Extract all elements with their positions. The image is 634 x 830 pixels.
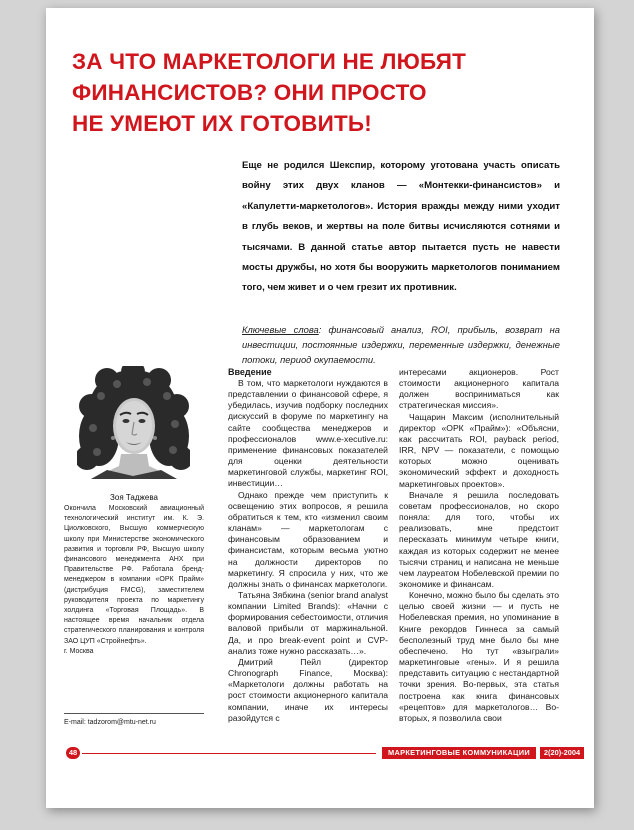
title-line: НЕ УМЕЮТ ИХ ГОТОВИТЬ! <box>72 111 372 136</box>
divider <box>64 713 204 714</box>
footer-rule <box>82 753 376 754</box>
paragraph: Конечно, можно было бы сделать это целью своей жизни — и пусть не Нобелевская премия, но упоминание в Книге рекордов Гиннеса за самый бесполезный труд мне было бы мне обеспечено. Но тут «взыграли» маркетинговые «гены». И я решила представить ситуацию с нестандартной точки зрения. Во-первых, эта статья построена как книга финансовых «рецептов» для маркетологов… Во-вторых, я позволила свои <box>399 590 559 723</box>
section-heading: Введение <box>228 367 272 377</box>
author-city: г. Москва <box>64 647 94 655</box>
paragraph: интересами акционеров. Рост стоимости акционерного капитала должен восприниматься как стратегическая миссия». <box>399 367 559 411</box>
paragraph: В том, что маркетологи нуждаются в представлении о финансовой сфере, я убедилась, изучив подборку последних дискуссий в форуме по маркетингу на сайте сообщества менеджеров и профессионалов www.e-xecutive.ru: применение финансовых показателей для оценки деятельности маркетинговой службы, маркетинг ROI, инвестиции… <box>228 378 388 489</box>
text-column-2 <box>399 367 559 739</box>
title-line: ФИНАНСИСТОВ? ОНИ ПРОСТО <box>72 80 427 105</box>
paragraph: Татьяна Зябкина (senior brand analyst компании Limited Brands): «Начни с формирования себестоимости, отличия валовой прибыли от маржинальной. Да, и про break-event point и CVP-анализ тоже нужно рассказать…». <box>228 589 388 656</box>
paragraph: Дмитрий Пейл (директор Chronograph Finance, Москва): «Маркетологи должны работать на рост стоимости акционерного капитала компании, иначе их интересы разойдутся с <box>228 656 388 723</box>
keywords <box>242 322 560 367</box>
article-lead: Еще не родился Шекспир, которому уготована участь описать войну этих двух кланов — «Монтекки-финансистов» и «Капулетти-маркетологов». История вражды между ними уходит в глубь веков, и жертвы на поле битвы исчисляются сотнями и тысячами. В данной статье автор пытается пусть не навести мосты дружбы, но хотя бы вооружить маркетологов пониманием того, чем живет и о чем грезит их противник. <box>242 160 560 294</box>
author-photo <box>77 366 190 479</box>
author-name: Зоя Таджева <box>110 493 158 502</box>
paragraph: Чащарин Максим (исполнительный директор «ОРК «Прайм»): «Объясни, как рассчитать ROI, payback period, IRR, NPV — показатели, с помощью которых можно оценивать экономический эффект и доходность маркетинговых проектов». <box>399 411 559 489</box>
title-line: ЗА ЧТО МАРКЕТОЛОГИ НЕ ЛЮБЯТ <box>72 49 467 74</box>
author-bio <box>64 504 204 657</box>
page-footer <box>66 747 584 761</box>
issue-number: 2(20)-2004 <box>540 747 584 759</box>
author-bio-text: Окончила Московский авиационный технологический институт им. К. Э. Циолковского, Высшую коммерческую школу при Министерстве экономического развития и торговли РФ, Высшую школу финансового менеджмента АНХ при Правительстве РФ. Работала бренд-менеджером в компании «ОРК Прайм» (дистрибуция FMCG), заместителем руководителя проекта по маркетингу холдинга «Торговая Площадь». В настоящее время начальник отдела стратегического планирования и контроля ЗАО ЦУП «Стройнефть». <box>64 505 204 645</box>
author-email: E-mail: tadzorom@mtu-net.ru <box>64 719 156 726</box>
page-number: 48 <box>66 747 80 759</box>
keywords-label: Ключевые слова <box>242 324 319 335</box>
paragraph: Вначале я решила последовать советам профессионалов, но скоро поняла: для того, чтобы их реализовать, мне предстоит пересказать минимум четыре книги, каждая из которых содержит не менее тысячи страниц и написана не меньше чем лауреатом Нобелевской премии по экономике и финансам. <box>399 489 559 589</box>
article-title <box>72 46 542 139</box>
paragraph: Однако прежде чем приступить к освещению этих вопросов, я решила обратиться к тем, кто «изменил своим кланам» — маркетологам с финансовым образованием и финансистам, которым весьма уютно на должности директоров по маркетингу. Я спросила у них, что же должны знать о финансах маркетологи. <box>228 489 388 589</box>
keywords-text: : финансовый анализ, ROI, прибыль, возврат на инвестиции, постоянные издержки, переменные издержки, денежные потоки, период окупаемости. <box>242 324 560 365</box>
journal-name: МАРКЕТИНГОВЫЕ КОММУНИКАЦИИ <box>382 747 536 759</box>
text-column-1 <box>228 367 388 739</box>
